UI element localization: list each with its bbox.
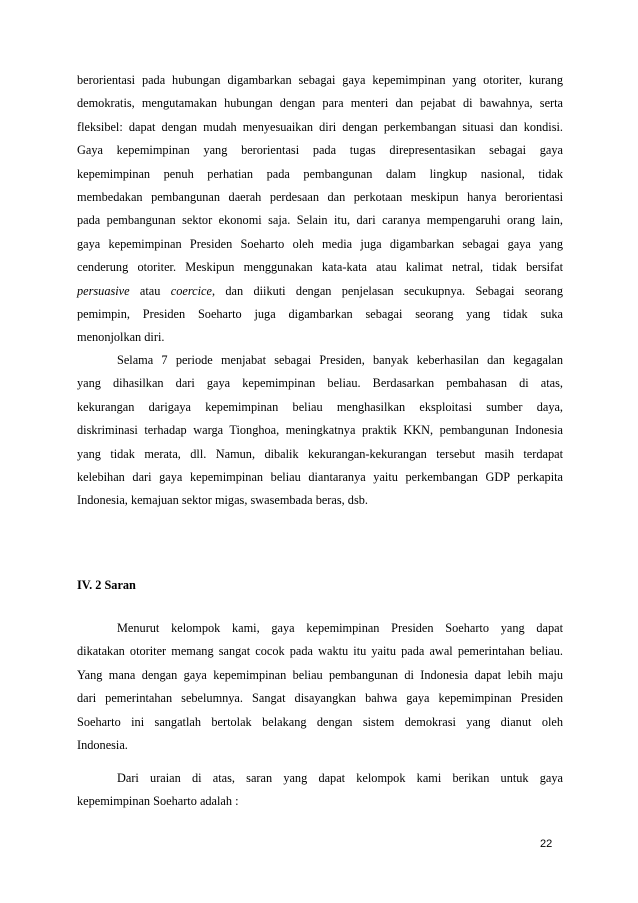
text-line: Indonesia. <box>77 737 128 752</box>
text-line: dari pemerintahan sebelumnya. Sangat disayangkan bahwa gaya kepemimpinan Presiden <box>77 691 563 706</box>
paragraph-leadership-orientation <box>77 69 563 350</box>
italic-term: coercice <box>170 283 212 298</box>
text-span: atau <box>129 283 171 298</box>
text-line: Gaya kepemimpinan yang berorientasi pada tugas direpresentasikan sebagai gaya <box>77 143 563 158</box>
page-number: 22 <box>540 838 553 850</box>
text-line: berorientasi pada hubungan digambarkan sebagai gaya kepemimpinan yang otoriter, kurang <box>77 73 563 87</box>
paragraph-conclusion <box>77 767 563 814</box>
text-span: , dan diikuti dengan penjelasan secukupnya. Sebagai seorang <box>211 283 563 298</box>
text-line: Soeharto ini sangatlah bertolak belakang dengan sistem demokrasi yang dianut oleh <box>77 714 563 729</box>
text-line: dikatakan otoriter memang sangat cocok pada waktu itu yaitu pada awal pemerintahan beliau. <box>77 644 563 659</box>
text-line: cenderung otoriter. Meskipun menggunakan kata-kata atau kalimat netral, tidak bersifat <box>77 260 563 275</box>
text-line: kepemimpinan penuh perhatian pada pembangunan dalam lingkup nasional, tidak <box>77 166 563 181</box>
text-line: yang dihasilkan dari gaya kepemimpinan beliau. Berdasarkan pembahasan di atas, <box>77 376 563 391</box>
text-line: Menurut kelompok kami, gaya kepemimpinan Presiden Soeharto yang dapat <box>117 621 563 635</box>
text-line: Yang mana dengan gaya kepemimpinan beliau pembangunan di Indonesia dapat lebih maju <box>77 667 563 682</box>
paragraph-suggestion <box>77 617 563 757</box>
section-heading: IV. 2 Saran <box>77 578 136 592</box>
text-line-italic-terms <box>77 280 563 303</box>
text-line: Indonesia, kemajuan sektor migas, swasembada beras, dsb. <box>77 493 368 508</box>
text-line: membedakan pembangunan daerah perdesaan dan perkotaan meskipun hanya berorientasi <box>77 189 563 204</box>
text-line: kelebihan dari gaya kepemimpinan beliau diantaranya yaitu perkembangan GDP perkapita <box>77 469 563 484</box>
text-line: diskriminasi terhadap warga Tionghoa, meningkatnya praktik KKN, pembangunan Indonesia <box>77 423 563 438</box>
italic-term: persuasive <box>77 283 130 298</box>
text-line: pemimpin, Presiden Soeharto juga digambarkan sebagai seorang yang tidak suka <box>77 306 563 321</box>
text-line: pada pembangunan sektor ekonomi saja. Selain itu, dari caranya mempengaruhi orang lain, <box>77 213 563 228</box>
text-line: fleksibel: dapat dengan mudah menyesuaikan diri dengan perkembangan situasi dan kondisi. <box>77 119 563 134</box>
text-line: Selama 7 periode menjabat sebagai Presiden, banyak keberhasilan dan kegagalan <box>117 353 563 367</box>
text-line: yang tidak merata, dll. Namun, dibalik kekurangan-kekurangan tersebut masih terdapat <box>77 446 563 461</box>
text-line: kekurangan darigaya kepemimpinan beliau menghasilkan eksploitasi sumber daya, <box>77 399 563 414</box>
text-line: Dari uraian di atas, saran yang dapat kelompok kami berikan untuk gaya <box>117 771 563 785</box>
text-line: gaya kepemimpinan Presiden Soeharto oleh media juga digambarkan sebagai gaya yang <box>77 236 563 251</box>
paragraph-successes-failures <box>77 349 563 513</box>
text-line: demokratis, mengutamakan hubungan dengan para menteri dan pejabat di bawahnya, serta <box>77 96 563 111</box>
text-line: menonjolkan diri. <box>77 330 165 345</box>
text-line: kepemimpinan Soeharto adalah : <box>77 794 239 809</box>
